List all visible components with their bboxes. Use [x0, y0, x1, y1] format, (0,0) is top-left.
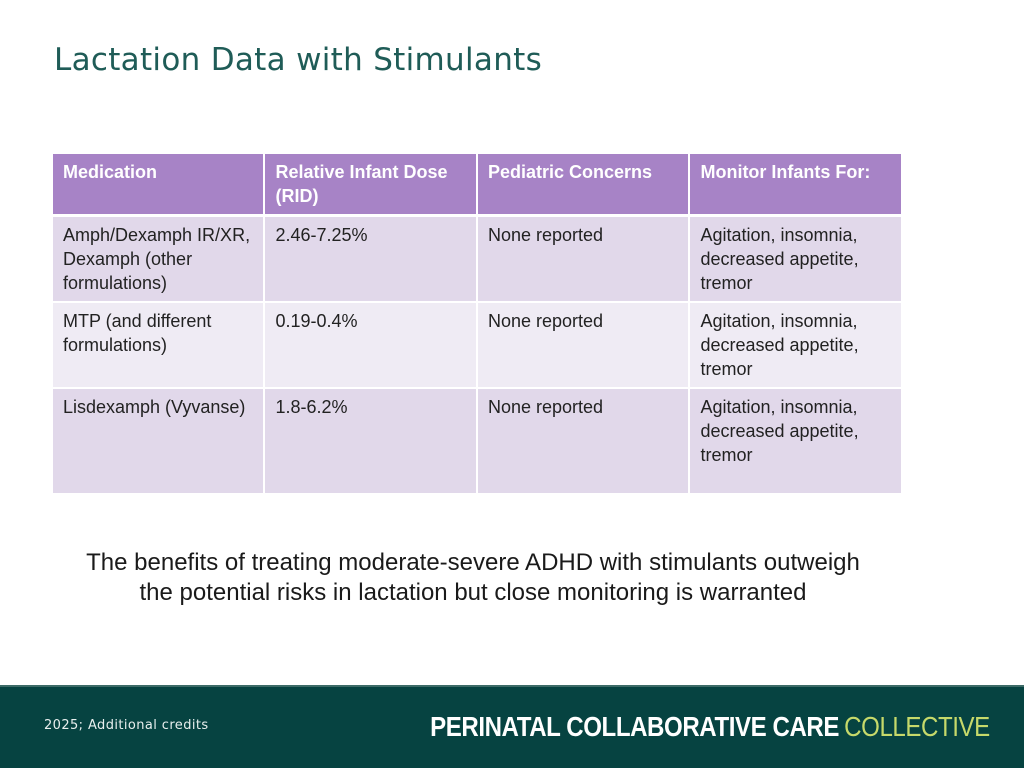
header-rid: Relative Infant Dose (RID)	[264, 153, 476, 216]
cell-rid: 1.8-6.2%	[264, 388, 476, 494]
stimulants-lactation-table	[51, 152, 903, 495]
footer-bar	[0, 685, 1024, 768]
cell-pediatric-concerns: None reported	[477, 216, 689, 303]
conclusion-line-2: the potential risks in lactation but close monitoring is warranted	[139, 579, 807, 606]
header-pediatric-concerns: Pediatric Concerns	[477, 153, 689, 216]
logo-main-text: PERINATAL COLLABORATIVE CARE	[430, 711, 840, 742]
table-row	[52, 388, 902, 494]
cell-rid: 2.46-7.25%	[264, 216, 476, 303]
cell-medication: Amph/Dexamph IR/XR, Dexamph (other formulations)	[52, 216, 264, 303]
slide-title: Lactation Data with Stimulants	[54, 42, 543, 78]
logo-accent-text: COLLECTIVE	[844, 711, 990, 742]
cell-monitor: Agitation, insomnia, decreased appetite, tremor	[689, 388, 902, 494]
header-medication: Medication	[52, 153, 264, 216]
conclusion-line-1: The benefits of treating moderate-severe ADHD with stimulants outweigh	[86, 549, 860, 576]
footer-credit: 2025; Additional credits	[44, 718, 209, 733]
cell-monitor: Agitation, insomnia, decreased appetite, tremor	[689, 302, 902, 388]
table-row	[52, 302, 902, 388]
table-row	[52, 216, 902, 303]
table-header-row	[52, 153, 902, 216]
cell-pediatric-concerns: None reported	[477, 302, 689, 388]
cell-rid: 0.19-0.4%	[264, 302, 476, 388]
cell-monitor: Agitation, insomnia, decreased appetite, tremor	[689, 216, 902, 303]
cell-medication: Lisdexamph (Vyvanse)	[52, 388, 264, 494]
conclusion-statement	[0, 548, 946, 608]
organization-logo	[430, 711, 990, 743]
cell-pediatric-concerns: None reported	[477, 388, 689, 494]
cell-medication: MTP (and different formulations)	[52, 302, 264, 388]
header-monitor-infants: Monitor Infants For:	[689, 153, 902, 216]
